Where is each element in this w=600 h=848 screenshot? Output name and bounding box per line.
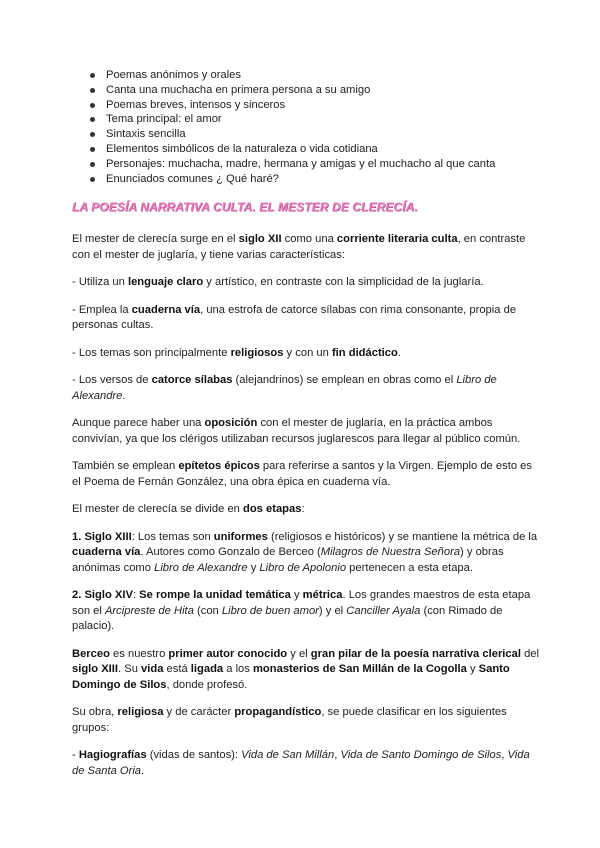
bold-text: oposición	[204, 417, 258, 430]
italic-text: Libro de buen amor	[221, 604, 319, 617]
text-span: con el mester de juglaría, en la práctica ambos convivían, ya que los clérigos utilizaban recursos juglarescos para llegar al público común.	[72, 417, 521, 445]
paragraph-versos	[72, 373, 540, 404]
text-span: .	[397, 346, 401, 359]
text-span: está	[163, 663, 191, 676]
text-span: Aunque parece haber una	[72, 417, 205, 430]
italic-text: Libro de Alexandre	[154, 561, 248, 574]
bold-text: siglo XII	[238, 233, 282, 246]
bold-text: 1. Siglo XIII	[72, 530, 132, 543]
text-span: - Los versos de	[72, 374, 152, 387]
italic-text: Canciller Ayala	[346, 604, 421, 617]
bold-text: dos etapas	[243, 503, 302, 516]
list-item-text: Elementos simbólicos de la naturaleza o vida cotidiana	[106, 142, 378, 155]
text-span: - Utiliza un	[72, 276, 128, 289]
italic-text: Arcipreste de Hita	[104, 604, 194, 617]
text-span: ,	[501, 749, 508, 762]
bold-text: Berceo	[72, 647, 110, 660]
text-span: . Su	[118, 663, 142, 676]
text-span: y con un	[283, 346, 332, 359]
text-span: (religiosos e históricos) y se mantiene la métrica de la	[267, 530, 538, 543]
text-span: (vidas de santos):	[146, 749, 242, 762]
text-span: También se emplean	[72, 460, 179, 473]
text-span: - Los temas son principalmente	[72, 346, 231, 359]
text-span: : Los temas son	[131, 530, 214, 543]
text-span: y	[247, 561, 260, 574]
list-item	[92, 172, 540, 187]
text-span: pertenecen a esta etapa.	[346, 561, 473, 574]
text-span: - Emplea la	[72, 303, 132, 316]
bold-text: primer autor conocido	[168, 647, 288, 660]
bold-text: corriente literaria culta	[336, 233, 458, 246]
italic-text: Vida de San Millán	[241, 749, 335, 762]
paragraph-temas	[72, 346, 540, 362]
text-span: ,	[334, 749, 341, 762]
list-item-text: Sintaxis sencilla	[106, 128, 186, 141]
text-span: para referirse a santos y la Virgen. Ejemplo de esto es el Poema de Fernán González, una obra épica en cuaderna vía.	[72, 460, 532, 488]
text-span: como una	[281, 233, 337, 246]
list-item	[92, 142, 540, 157]
bold-text: monasterios de San Millán de la Cogolla	[252, 663, 467, 676]
bold-text: cuaderna vía	[72, 546, 141, 559]
bold-text: fin didáctico	[331, 346, 398, 359]
bold-text: religiosos	[230, 346, 284, 359]
paragraph-berceo	[72, 647, 540, 694]
italic-text: Libro de Apolonio	[259, 561, 347, 574]
list-item	[92, 157, 540, 172]
text-span: :	[132, 589, 140, 602]
bold-text: propagandístico	[234, 706, 322, 719]
section-heading: LA POESÍA NARRATIVA CULTA. EL MESTER DE CLERECÍA.	[72, 200, 418, 215]
bullet-icon	[90, 162, 95, 167]
bold-text: gran pilar de la poesía narrativa clerical	[310, 647, 521, 660]
text-span: a los	[223, 663, 253, 676]
text-span: es nuestro	[109, 647, 169, 660]
bold-text: siglo XIII	[72, 663, 119, 676]
list-item-text: Enunciados comunes ¿ Qué haré?	[106, 172, 279, 185]
text-span: . Los grandes maestros de esta etapa son el	[72, 589, 531, 617]
list-item-text: Personajes: muchacha, madre, hermana y amigas y el muchacho al que canta	[106, 157, 496, 170]
bold-text: catorce sílabas	[151, 374, 233, 387]
bold-text: Se rompe la unidad temática	[139, 589, 291, 602]
bullet-icon	[90, 103, 95, 108]
text-span: El mester de clerecía se divide en	[72, 503, 244, 516]
bold-text: religiosa	[117, 706, 164, 719]
italic-text: Vida de Santa Oria	[72, 749, 530, 777]
paragraph-etapas	[72, 502, 540, 518]
text-span: , se puede clasificar en los siguientes grupos:	[72, 706, 507, 734]
text-span: ) y obras anónimas como	[72, 546, 504, 574]
characteristics-list	[72, 68, 540, 186]
list-item	[92, 112, 540, 127]
text-span: .	[122, 389, 126, 402]
list-item	[92, 127, 540, 142]
text-span: y de carácter	[163, 706, 235, 719]
text-span: , en contraste con el mester de juglaría, y tiene varias características:	[72, 233, 526, 261]
italic-text: Libro de Alexandre	[72, 374, 497, 402]
bullet-icon	[90, 132, 95, 137]
text-span: El mester de clerecía surge en el	[72, 233, 239, 246]
bold-text: métrica	[302, 589, 343, 602]
text-span: Su obra,	[72, 706, 118, 719]
bold-text: epítetos épicos	[178, 460, 260, 473]
paragraph-epitetos	[72, 459, 540, 490]
list-item	[92, 98, 540, 113]
text-span: , donde profesó.	[166, 678, 248, 691]
list-item-text: Poemas breves, intensos y sinceros	[106, 98, 286, 111]
paragraph-hagiografias	[72, 748, 540, 779]
text-span: y artístico, en contraste con la simplicidad de la juglaría.	[203, 276, 484, 289]
paragraph-intro	[72, 232, 540, 263]
text-span: y	[290, 589, 303, 602]
bullet-icon	[90, 88, 95, 93]
bullet-icon	[90, 177, 95, 182]
paragraph-siglo-xiv	[72, 588, 540, 635]
text-span: (alejandrinos) se emplean en obras como el	[232, 374, 457, 387]
text-span: :	[301, 503, 305, 516]
text-span: , una estrofa de catorce sílabas con rima consonante, propia de personas cultas.	[72, 303, 517, 332]
text-span: -	[72, 749, 79, 762]
text-span: (con Rimado de palacio).	[72, 604, 503, 633]
text-span: y	[466, 663, 479, 676]
bullet-icon	[90, 117, 95, 122]
bold-text: vida	[141, 663, 164, 676]
paragraph-lenguaje	[72, 275, 540, 291]
text-span: . Autores como Gonzalo de Berceo (	[140, 546, 321, 559]
paragraph-siglo-xiii	[72, 530, 540, 577]
list-item	[92, 68, 540, 83]
paragraph-cuaderna-via	[72, 303, 540, 334]
italic-text: Vida de Santo Domingo de Silos	[340, 749, 502, 762]
bold-text: Hagiografías	[78, 749, 147, 762]
paragraph-obra	[72, 705, 540, 736]
bold-text: 2. Siglo XIV	[72, 589, 133, 602]
bold-text: cuaderna vía	[131, 303, 201, 316]
bold-text: ligada	[190, 663, 224, 676]
bold-text: lenguaje claro	[127, 276, 204, 289]
list-item-text: Poemas anónimos y orales	[106, 69, 241, 81]
text-span: ) y el	[318, 604, 347, 617]
text-span: del	[520, 647, 540, 660]
list-item-text: Tema principal: el amor	[106, 113, 222, 126]
text-span: .	[141, 764, 145, 777]
bullet-icon	[90, 73, 95, 78]
paragraph-oposicion	[72, 416, 540, 447]
list-item	[92, 83, 540, 98]
bullet-icon	[90, 147, 95, 152]
text-span: (con	[193, 604, 222, 617]
bold-text: uniformes	[213, 530, 268, 543]
italic-text: Milagros de Nuestra Señora	[320, 546, 461, 559]
bold-text: Santo Domingo de Silos	[72, 663, 510, 691]
list-item-text: Canta una muchacha en primera persona a su amigo	[106, 83, 371, 96]
text-span: y el	[287, 647, 311, 660]
